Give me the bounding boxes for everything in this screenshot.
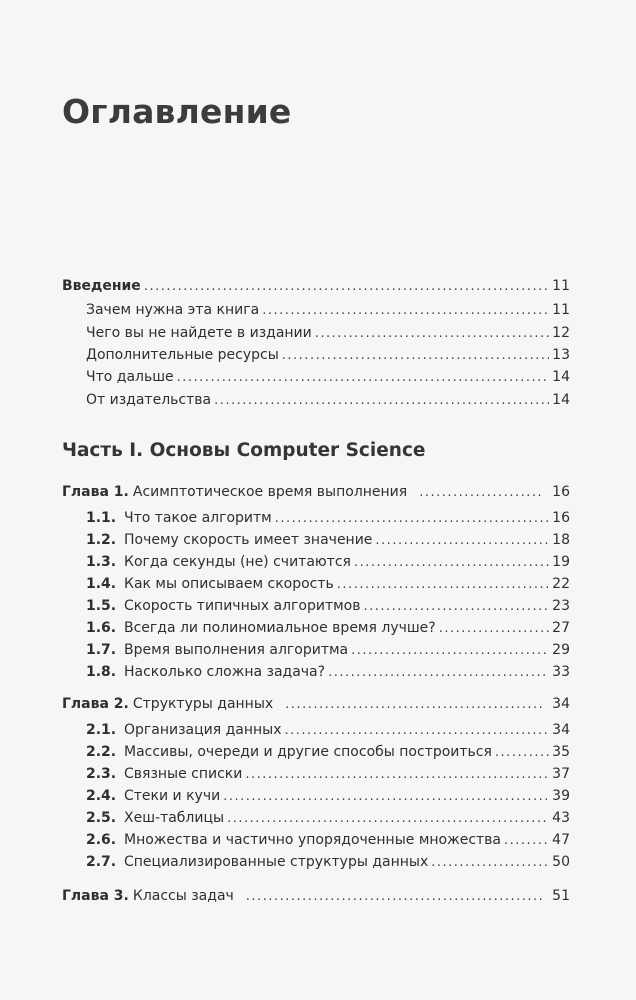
- section-label: Стеки и кучи: [124, 788, 221, 804]
- leader-dots: [495, 745, 549, 760]
- toc-page-number: 39: [552, 788, 570, 804]
- chapter-title: Структуры данных: [132, 696, 274, 712]
- toc-page-number: 35: [552, 744, 570, 760]
- toc-entry: [86, 347, 570, 363]
- toc-page-number: 23: [552, 598, 570, 614]
- section-label: Время выполнения алгоритма: [124, 642, 349, 658]
- toc-section: [86, 788, 570, 804]
- toc-section: [86, 642, 570, 658]
- toc-page-number: 16: [552, 484, 570, 500]
- toc-page-number: 22: [552, 576, 570, 592]
- toc-page-number: 47: [552, 832, 570, 848]
- toc-page-number: 18: [552, 532, 570, 548]
- leader-dots: [504, 833, 549, 848]
- leader-dots: [282, 348, 549, 363]
- toc-entry-label: Чего вы не найдете в издании: [86, 325, 312, 341]
- section-number: 2.1.: [86, 722, 117, 738]
- leader-dots: [285, 723, 550, 738]
- toc-chapter-3: [62, 888, 570, 904]
- toc-entry: [86, 392, 570, 408]
- leader-dots: [245, 767, 549, 782]
- section-label: Всегда ли полиномиальное время лучше?: [124, 620, 436, 636]
- toc-section: [86, 832, 570, 848]
- section-label: Организация данных: [124, 722, 282, 738]
- toc-page-number: 34: [552, 722, 570, 738]
- toc-entry-label: От издательства: [86, 392, 212, 408]
- section-number: 1.5.: [86, 598, 117, 614]
- toc-section: [86, 810, 570, 826]
- section-label: Что такое алгоритм: [124, 510, 272, 526]
- section-number: 2.4.: [86, 788, 117, 804]
- toc-intro-heading: [62, 278, 570, 294]
- chapter-title: Классы задач: [132, 888, 234, 904]
- toc-page-number: 14: [552, 369, 570, 385]
- toc-section: [86, 554, 570, 570]
- toc-entry-label: Зачем нужна эта книга: [86, 302, 260, 318]
- leader-dots: [315, 326, 549, 341]
- section-number: 2.2.: [86, 744, 117, 760]
- section-number: 1.7.: [86, 642, 117, 658]
- leader-dots: [328, 665, 549, 680]
- toc-section: [86, 620, 570, 636]
- leader-dots: [144, 279, 549, 294]
- leader-dots: [375, 533, 549, 548]
- leader-dots: [337, 577, 549, 592]
- toc-section: [86, 510, 570, 526]
- leader-dots: [223, 789, 549, 804]
- chapter-title: Асимптотическое время выполнения: [132, 484, 408, 500]
- toc-page-number: 33: [552, 664, 570, 680]
- section-number: 1.6.: [86, 620, 117, 636]
- leader-dots: [227, 811, 549, 826]
- toc-entry-label: Дополнительные ресурсы: [86, 347, 279, 363]
- toc-page-number: 14: [552, 392, 570, 408]
- toc-section: [86, 722, 570, 738]
- part-title: Часть I. Основы Computer Science: [62, 440, 426, 461]
- chapter-prefix: Глава 2.: [62, 696, 129, 712]
- leader-dots: [285, 697, 543, 712]
- section-label: Скорость типичных алгоритмов: [124, 598, 361, 614]
- toc-section: [86, 598, 570, 614]
- section-number: 2.6.: [86, 832, 117, 848]
- section-number: 2.5.: [86, 810, 117, 826]
- toc-page-number: 51: [552, 888, 570, 904]
- leader-dots: [214, 393, 549, 408]
- toc-entry: [86, 302, 570, 318]
- leader-dots: [246, 889, 543, 904]
- leader-dots: [439, 621, 549, 636]
- section-label: Массивы, очереди и другие способы построиться: [124, 744, 492, 760]
- toc-page-number: 34: [552, 696, 570, 712]
- toc-page-number: 29: [552, 642, 570, 658]
- leader-dots: [262, 303, 549, 318]
- toc-page-number: 43: [552, 810, 570, 826]
- toc-chapter-2: [62, 696, 570, 712]
- page-title: Оглавление: [62, 92, 292, 131]
- toc-entry-label: Что дальше: [86, 369, 174, 385]
- toc-entry: [86, 325, 570, 341]
- toc-section: [86, 532, 570, 548]
- section-label: Связные списки: [124, 766, 243, 782]
- leader-dots: [354, 555, 549, 570]
- section-number: 1.1.: [86, 510, 117, 526]
- leader-dots: [364, 599, 550, 614]
- toc-section: [86, 744, 570, 760]
- section-number: 2.3.: [86, 766, 117, 782]
- toc-page-number: 37: [552, 766, 570, 782]
- toc-section: [86, 766, 570, 782]
- section-label: Хеш-таблицы: [124, 810, 225, 826]
- toc-section: [86, 854, 570, 870]
- section-label: Специализированные структуры данных: [124, 854, 429, 870]
- section-number: 2.7.: [86, 854, 117, 870]
- section-number: 1.8.: [86, 664, 117, 680]
- leader-dots: [419, 485, 543, 500]
- chapter-prefix: Глава 3.: [62, 888, 129, 904]
- toc-page-number: 11: [552, 302, 570, 318]
- toc-section: [86, 664, 570, 680]
- section-label: Почему скорость имеет значение: [124, 532, 373, 548]
- toc-chapter-1: [62, 484, 570, 500]
- section-number: 1.3.: [86, 554, 117, 570]
- toc-section: [86, 576, 570, 592]
- toc-page-number: 12: [552, 325, 570, 341]
- leader-dots: [351, 643, 549, 658]
- section-label: Насколько сложна задача?: [124, 664, 326, 680]
- section-label: Когда секунды (не) считаются: [124, 554, 351, 570]
- section-number: 1.2.: [86, 532, 117, 548]
- toc-page-number: 16: [552, 510, 570, 526]
- section-number: 1.4.: [86, 576, 117, 592]
- toc-page-number: 13: [552, 347, 570, 363]
- leader-dots: [431, 855, 549, 870]
- toc-entry: [86, 369, 570, 385]
- toc-page-number: 11: [552, 278, 570, 294]
- toc-page-number: 50: [552, 854, 570, 870]
- toc-intro-title: Введение: [62, 278, 141, 294]
- leader-dots: [177, 370, 550, 385]
- section-label: Множества и частично упорядоченные множества: [124, 832, 502, 848]
- toc-page-number: 27: [552, 620, 570, 636]
- leader-dots: [275, 511, 549, 526]
- toc-page-number: 19: [552, 554, 570, 570]
- section-label: Как мы описываем скорость: [124, 576, 334, 592]
- chapter-prefix: Глава 1.: [62, 484, 129, 500]
